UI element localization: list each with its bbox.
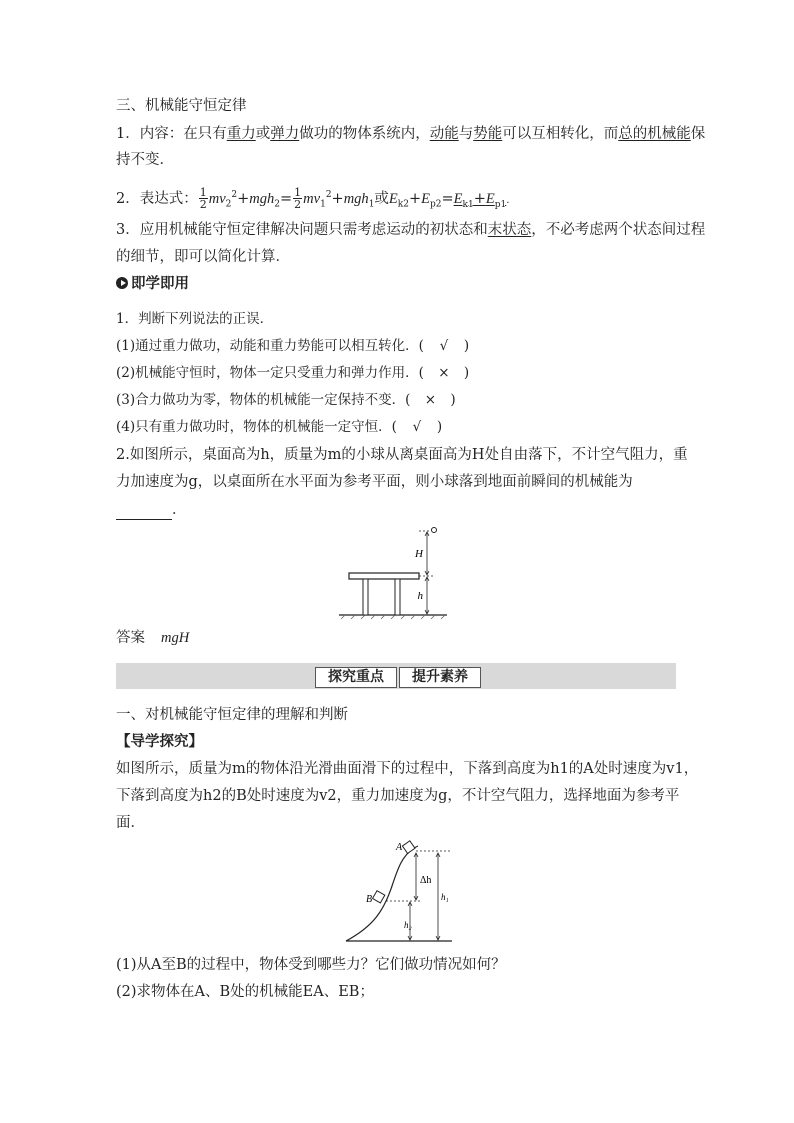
curved-surface-figure [340,838,460,948]
statement-1: (1)通过重力做功，动能和重力势能可以相互转化．( √ ) [116,338,470,354]
table-ball-figure [335,523,455,623]
section-heading: 三、机械能守恒定律 [116,98,247,114]
practice-heading: 即学即用 [116,274,189,294]
play-circle-icon [116,277,128,289]
fraction: $\frac{1}{2}$ [199,186,207,212]
inquiry-question-1: (1)从A至B的过程中，物体受到哪些力？它们做功情况如何？ [116,957,506,973]
label-h1: h₁ [441,892,449,902]
label-H: H [415,548,423,560]
label-B: B [366,894,373,905]
part1-line3: 面． [116,815,145,831]
part1-line2: 下落到高度为h2的B处时速度为v2，重力加速度为g，不计空气阻力，选择地面为参考平 [116,788,680,804]
question-2-line1: 2.如图所示，桌面高为h，质量为m的小球从离桌面高为H处自由落下，不计空气阻力，重 [116,447,688,463]
part1-heading: 一、对机械能守恒定律的理解和判断 [116,707,348,723]
guided-inquiry-tag: 【导学探究】 [116,733,203,750]
banner-tab-focus: 探究重点 [315,667,397,688]
part1-line1: 如图所示，质量为m的物体沿光滑曲面滑下的过程中，下落到高度为h1的A处时速度为v1， [116,761,699,777]
final-state-term: 末状态 [487,222,532,238]
section-banner [116,663,676,689]
answer-blank [116,505,172,520]
expression-formula: 2．表达式： $\frac{1}{2}$ $mv_2^2+mgh_2=$ $\frac{1}{2}$ $mv_1^2+mgh_1$或$E_{k2}+E_{p2}=E_{k1}+E_{p1}$. [116,186,510,212]
statement-2: (2)机械能守恒时，物体一定只受重力和弹力作用．( × ) [116,365,470,381]
content-item-line1: 1．内容：在只有重力或弹力做功的物体系统内，动能与势能可以互相转化，而总的机械能保 [116,126,706,142]
label-delta-h: Δh [420,875,432,886]
question-2-line2: 力加速度为g，以桌面所在水平面为参考平面，则小球落到地面前瞬间的机械能为 [116,474,633,490]
elastic-term: 弹力 [270,126,300,142]
statement-4: (4)只有重力做功时，物体的机械能一定守恒．( √ ) [116,419,443,435]
total-energy-term: 总的机械能 [618,126,691,142]
gravity-term: 重力 [226,126,256,142]
answer-line: 答案 mgH [116,630,190,646]
content-item-line2: 持不变． [116,152,174,168]
practice-question-1: 1．判断下列说法的正误． [116,311,274,327]
label-h: h [417,590,423,602]
inquiry-question-2: (2)求物体在A、B处的机械能EA、EB； [116,984,374,1000]
label-A: A [396,842,403,853]
label-h2: h₂ [404,920,412,930]
kinetic-term: 动能 [429,126,459,142]
statement-3: (3)合力做功为零，物体的机械能一定保持不变．( × ) [116,392,456,408]
question-2-blank: ． [116,500,187,520]
application-line1: 3．应用机械能守恒定律解决问题只需考虑运动的初状态和末状态，不必考虑两个状态间过程 [116,222,706,238]
potential-term: 势能 [473,126,503,142]
application-line2: 的细节，即可以简化计算． [116,249,290,265]
banner-tab-improve: 提升素养 [399,667,481,688]
